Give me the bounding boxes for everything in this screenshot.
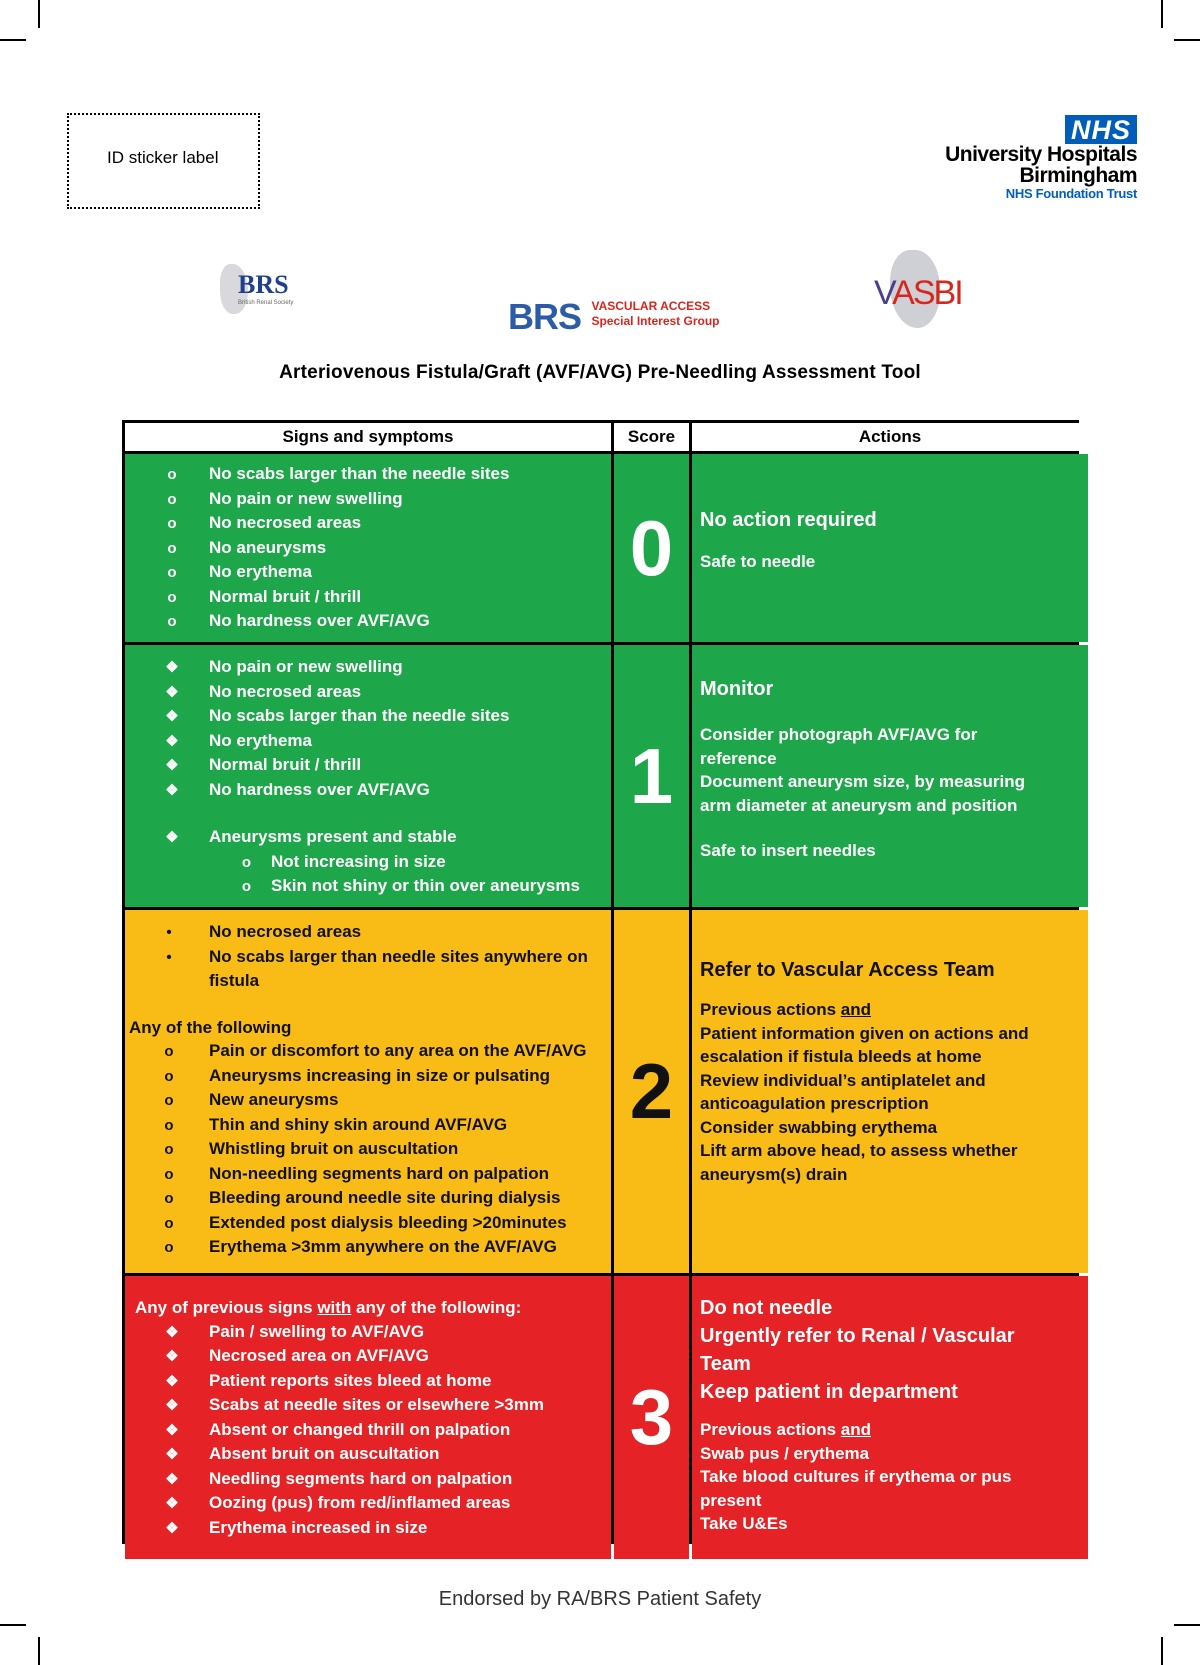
- score-3: 3: [614, 1276, 689, 1559]
- action-safe: Safe to insert needles: [700, 841, 876, 860]
- list-item: o Pain or discomfort to any area on the AVF/AVG: [164, 1041, 587, 1060]
- crop-mark: [1174, 39, 1200, 41]
- list-item: o Not increasing in size: [241, 851, 446, 871]
- list-item: ❖ No pain or new swelling: [165, 657, 403, 676]
- action-line: Patient information given on actions and: [700, 1023, 1029, 1043]
- action-line: Take U&Es: [700, 1514, 788, 1533]
- list-item: o Thin and shiny skin around AVF/AVG: [164, 1114, 508, 1134]
- list-item: ❖ Normal bruit / thrill: [165, 755, 362, 774]
- list-item: ❖ No necrosed areas: [165, 681, 362, 701]
- brs-va-logo-text: BRS: [508, 296, 582, 337]
- action-safe: Safe to needle: [700, 552, 816, 571]
- list-item: • No necrosed areas: [166, 922, 362, 941]
- signs-score-2: [125, 910, 611, 1273]
- list-item-continued: fistula: [209, 971, 260, 990]
- brs-va-subtext: [591, 299, 719, 329]
- action-main: No action required: [700, 509, 877, 531]
- list-item: o Whistling bruit on auscultation: [164, 1139, 459, 1158]
- action-line: Consider photograph AVF/AVG for: [700, 725, 978, 744]
- list-item: ❖ Pain / swelling to AVF/AVG: [165, 1321, 425, 1341]
- list-item: o Extended post dialysis bleeding >20minutes: [164, 1212, 567, 1232]
- crop-mark: [38, 0, 40, 28]
- vasbi-logo-text: VASBI: [874, 274, 962, 312]
- crop-mark: [0, 39, 26, 41]
- list-item: ❖ No hardness over AVF/AVG: [165, 779, 430, 799]
- crop-mark: [1161, 0, 1163, 28]
- list-item: o Skin not shiny or thin over aneurysms: [241, 876, 580, 895]
- actions-score-3: [692, 1276, 1088, 1559]
- any-following-heading: Any of the following: [129, 1017, 292, 1037]
- nhs-trust-name-2: Birmingham: [1019, 164, 1137, 187]
- crop-mark: [0, 1624, 26, 1626]
- header-score: Score: [614, 423, 689, 451]
- list-item: o No pain or new swelling: [167, 488, 403, 508]
- list-item: o Erythema >3mm anywhere on the AVF/AVG: [164, 1237, 557, 1256]
- list-item: ❖ Absent or changed thrill on palpation: [165, 1419, 511, 1439]
- action-line: Review individual’s antiplatelet and: [700, 1070, 986, 1090]
- list-item: o No erythema: [167, 562, 312, 581]
- list-item: o New aneurysms: [164, 1090, 339, 1109]
- brs-logo-text: BRS: [238, 270, 289, 299]
- list-item: ❖ Needling segments hard on palpation: [165, 1468, 513, 1488]
- action-line: aneurysm(s) drain: [700, 1164, 848, 1184]
- action-line: Swab pus / erythema: [700, 1443, 870, 1463]
- action-main: Keep patient in department: [700, 1381, 958, 1403]
- action-main: Team: [700, 1353, 751, 1375]
- crop-mark: [38, 1637, 40, 1665]
- id-sticker-box: [67, 113, 260, 209]
- list-item: o No scabs larger than the needle sites: [167, 464, 510, 483]
- score-0: 0: [614, 454, 689, 642]
- action-line: reference: [700, 748, 777, 768]
- previous-actions: Previous actions and: [700, 1420, 872, 1439]
- action-line: arm diameter at aneurysm and position: [700, 795, 1018, 815]
- endorsement-footer: Endorsed by RA/BRS Patient Safety: [438, 1588, 762, 1610]
- list-item: ❖ Absent bruit on auscultation: [165, 1444, 440, 1463]
- page-title: Arteriovenous Fistula/Graft (AVF/AVG) Pre-Needling Assessment Tool: [279, 362, 921, 383]
- list-item: • No scabs larger than needle sites anywhere on: [166, 946, 588, 966]
- action-main: Refer to Vascular Access Team: [700, 959, 995, 981]
- vasbi-logo: [868, 250, 978, 330]
- brs-society-logo: [220, 258, 308, 328]
- crop-mark: [1161, 1637, 1163, 1665]
- action-main: Do not needle: [700, 1297, 833, 1319]
- action-line: escalation if fistula bleeds at home: [700, 1047, 982, 1066]
- list-item: o Aneurysms increasing in size or pulsating: [164, 1065, 551, 1085]
- score-2: 2: [614, 910, 689, 1273]
- list-item: o No hardness over AVF/AVG: [167, 611, 430, 630]
- actions-score-0: [692, 454, 1088, 642]
- score-1: 1: [614, 645, 689, 907]
- action-main: Monitor: [700, 678, 774, 700]
- list-item: ❖ Erythema increased in size: [165, 1517, 428, 1537]
- action-line: present: [700, 1490, 762, 1510]
- action-line: anticoagulation prescription: [700, 1094, 929, 1113]
- action-main: Urgently refer to Renal / Vascular: [700, 1325, 1015, 1347]
- list-item: o No aneurysms: [167, 537, 327, 557]
- list-item: o Normal bruit / thrill: [167, 586, 362, 606]
- action-line: Take blood cultures if erythema or pus: [700, 1467, 1012, 1486]
- list-item: o Non-needling segments hard on palpation: [164, 1163, 550, 1183]
- list-item: ❖ No erythema: [165, 730, 312, 750]
- list-item: ❖ Aneurysms present and stable: [165, 827, 457, 846]
- list-item: ❖ Scabs at needle sites or elsewhere >3mm: [165, 1395, 544, 1414]
- action-line: Lift arm above head, to assess whether: [700, 1141, 1018, 1160]
- signs-score-3: [125, 1276, 611, 1559]
- nhs-foundation-trust: NHS Foundation Trust: [1005, 186, 1137, 201]
- previous-actions: Previous actions and: [700, 1000, 872, 1019]
- action-line: Consider swabbing erythema: [700, 1117, 938, 1137]
- nhs-trust-name-1: University Hospitals: [945, 143, 1137, 166]
- list-item: o Bleeding around needle site during dialysis: [164, 1188, 561, 1207]
- brs-va-line2: Special Interest Group: [591, 314, 720, 328]
- actions-score-1: [692, 645, 1088, 907]
- previous-signs-heading: Any of previous signs with any of the following:: [135, 1298, 522, 1317]
- brs-logo-subtext: British Renal Society: [238, 300, 294, 306]
- nhs-logo: [817, 115, 1137, 201]
- list-item: ❖ No scabs larger than the needle sites: [165, 706, 510, 725]
- header-actions: Actions: [692, 423, 1088, 451]
- signs-score-0: [125, 454, 611, 642]
- id-sticker-label: ID sticker label: [107, 148, 219, 167]
- crop-mark: [1174, 1624, 1200, 1626]
- nhs-badge: NHS: [1065, 115, 1137, 144]
- list-item: ❖ Oozing (pus) from red/inflamed areas: [165, 1493, 511, 1512]
- header-signs: Signs and symptoms: [125, 423, 611, 451]
- list-item: ❖ Patient reports sites bleed at home: [165, 1370, 492, 1390]
- signs-score-1: [125, 645, 611, 907]
- assessment-table: [122, 420, 1079, 1544]
- brs-vascular-access-logo: [508, 296, 720, 338]
- actions-score-2: [692, 910, 1088, 1273]
- list-item: ❖ Necrosed area on AVF/AVG: [165, 1346, 429, 1365]
- list-item: o No necrosed areas: [167, 513, 362, 532]
- action-line: Document aneurysm size, by measuring: [700, 772, 1025, 791]
- brs-va-line1: VASCULAR ACCESS: [591, 299, 711, 313]
